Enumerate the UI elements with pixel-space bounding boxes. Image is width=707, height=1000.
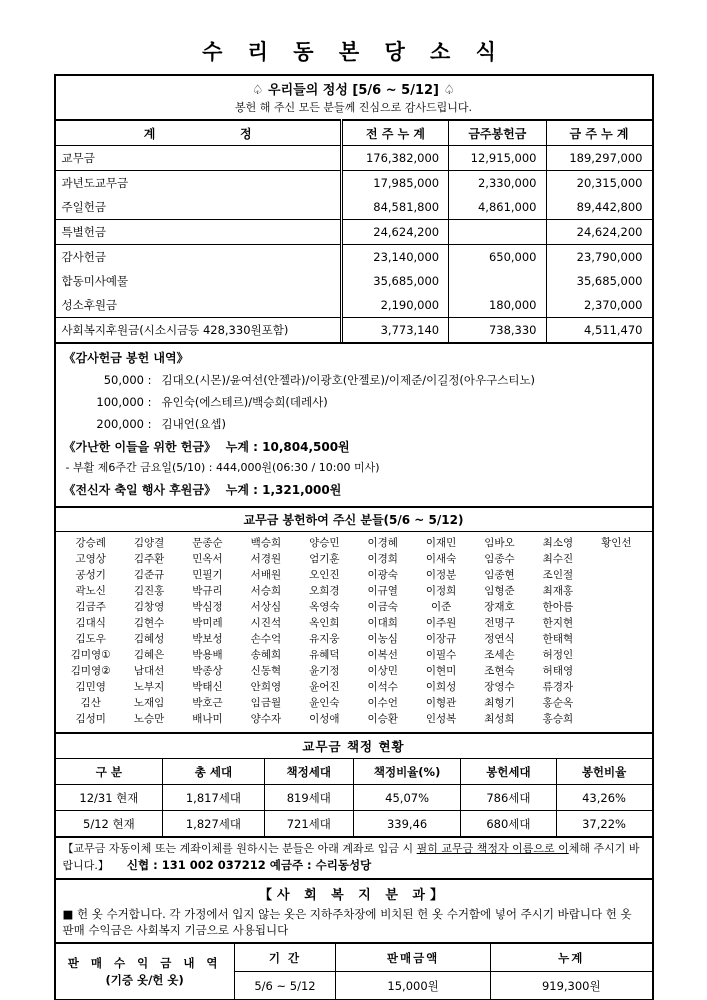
assessment-header-cell: 봉헌비율: [556, 759, 651, 785]
offering-label: 합동미사예물: [61, 274, 129, 288]
donor-name: 옥인희: [309, 617, 340, 629]
donor-name: 김미영②: [70, 665, 111, 677]
poor-fund-detail: - 부활 제6주간 금요일(5/10) : 444,000원(06:30 / 10:00 미사): [65, 461, 380, 474]
donor-grid: [56, 532, 652, 732]
week-total-value: 2,370,000: [546, 293, 652, 318]
prev-total-value: 3,773,140: [341, 318, 448, 343]
donor-name: 시진석: [250, 617, 282, 629]
donor-name: 김혜성: [133, 633, 165, 645]
donor-name: 윤어진: [309, 681, 340, 693]
offering-row: [56, 245, 652, 270]
donor-name: 임종현: [484, 569, 515, 581]
donor-name: [587, 648, 645, 663]
donor-name: 박미레: [192, 617, 223, 629]
week-total-value: 4,511,470: [546, 318, 652, 343]
donor-name: 이장규: [425, 633, 457, 645]
offering-row: [56, 318, 652, 343]
week-offering-value: 738,330: [449, 318, 546, 343]
donor-name: 김양결: [133, 537, 165, 549]
account-header-right: 정: [239, 126, 252, 141]
donor-name: 임바오: [484, 537, 515, 549]
transfer-text-underlined: 필히 교무금 책정자 이름으로 이: [416, 842, 569, 855]
donor-name: 김창영: [133, 601, 165, 613]
donor-name: 이규열: [367, 585, 398, 597]
offering-row: [56, 171, 652, 196]
week-offering-value: [449, 220, 546, 245]
donor-name: 이준: [430, 601, 452, 613]
assessment-row: [56, 811, 652, 837]
donor-name: [587, 664, 645, 679]
donor-name: 강승례: [75, 537, 106, 549]
assessment-cell: 1,827세대: [163, 811, 264, 837]
sales-row-label: [56, 943, 235, 999]
donor-name: [587, 552, 645, 567]
prev-total-value: 24,624,200: [341, 220, 448, 245]
assessment-header-cell: 구 분: [56, 759, 163, 785]
donor-name: 최소영: [542, 537, 574, 549]
assessment-table: [56, 759, 652, 836]
donor-name: 민필기: [192, 569, 223, 581]
donor-name: 윤기정: [309, 665, 340, 677]
assessment-cell: 721세대: [264, 811, 353, 837]
offering-row: [56, 269, 652, 293]
donor-name: 안희영: [250, 681, 282, 693]
week-offering-value: 4,861,000: [449, 195, 546, 220]
donor-name: 노승만: [133, 713, 165, 725]
donor-name: 이복선: [367, 649, 398, 661]
sales-header-row: [56, 943, 652, 972]
donor-name: 조인절: [542, 569, 574, 581]
event-fund-total: 누계 : 1,321,000원: [225, 483, 342, 497]
transfer-text: 【교무금 자동이체 또는 계좌이체를 원하시는 분들은 아래 계좌로 입금 시: [62, 842, 417, 855]
donor-name: 윤인숙: [309, 697, 340, 709]
assessment-header-cell: 총 세대: [163, 759, 264, 785]
prev-total-header: 전 주 누 계: [341, 120, 448, 146]
donor-name: 송혜희: [250, 649, 282, 661]
donor-name: 최재홍: [542, 585, 574, 597]
week-total-header: 금 주 누 계: [546, 120, 652, 146]
week-offering-value: 180,000: [449, 293, 546, 318]
sales-amount-header: 판매금액: [336, 943, 491, 972]
sales-total-value: 919,300원: [491, 972, 652, 1000]
donor-name: 고영상: [75, 553, 106, 565]
sales-table: [56, 942, 652, 999]
assessment-header-cell: 책정비율(%): [353, 759, 460, 785]
donor-name: 김도우: [75, 633, 106, 645]
donor-name: 김금주: [75, 601, 106, 613]
assessment-row: [56, 785, 652, 811]
assessment-cell: 819세대: [264, 785, 353, 811]
donor-name: 최성희: [484, 713, 515, 725]
thanksgiving-item: [64, 372, 644, 388]
assessment-cell: 1,817세대: [163, 785, 264, 811]
assessment-cell: 680세대: [461, 811, 556, 837]
donor-name: 오희경: [309, 585, 340, 597]
donor-name: 이경혜: [367, 537, 398, 549]
donor-name: 신동혁: [250, 665, 282, 677]
bulletin-document: [54, 74, 654, 1000]
donor-name: 이금숙: [367, 601, 398, 613]
donor-name: 김민영: [75, 681, 106, 693]
donor-name: 김진홍: [133, 585, 165, 597]
donor-name: 최수진: [542, 553, 574, 565]
donor-name: 김혜은: [133, 649, 165, 661]
donor-name: [587, 600, 645, 615]
donor-name: 이재민: [425, 537, 457, 549]
week-total-value: 20,315,000: [546, 171, 652, 196]
thanksgiving-item: [64, 416, 644, 432]
donor-name: 임금월: [250, 697, 282, 709]
week-total-value: 35,685,000: [546, 269, 652, 293]
donor-name: 이광숙: [367, 569, 398, 581]
donor-name: 장재호: [484, 601, 515, 613]
donor-name: 이경희: [367, 553, 398, 565]
donor-name: 류경자: [542, 681, 574, 693]
donor-name: 박보성: [192, 633, 223, 645]
page-title: 수 리 동 본 당 소 식: [202, 40, 505, 64]
donor-name: 민옥서: [192, 553, 223, 565]
amount-label: 200,000 :: [96, 417, 152, 431]
event-fund-line: [64, 481, 644, 498]
prev-total-value: 84,581,800: [341, 195, 448, 220]
assessment-cell: 339,46: [353, 811, 460, 837]
assessment-heading: 교무금 책정 현황: [56, 734, 652, 759]
prev-total-value: 35,685,000: [341, 269, 448, 293]
donor-name: [587, 680, 645, 695]
devotion-subheading: 봉헌 해 주신 모든 분들께 진심으로 감사드립니다.: [235, 101, 472, 114]
clothes-collection-notice: [63, 906, 645, 938]
donor-name: 양승민: [309, 537, 340, 549]
thanksgiving-section: [56, 342, 652, 506]
assessment-cell: 45,07%: [353, 785, 460, 811]
transfer-notice: [56, 836, 652, 878]
poor-fund-heading: 《가난한 이들을 위한 헌금》: [63, 440, 216, 454]
offering-label: 교무금: [56, 146, 342, 171]
prev-total-value: 176,382,000: [341, 146, 448, 171]
donor-name: 서배원: [250, 569, 282, 581]
donor-name: 김준규: [133, 569, 165, 581]
prev-total-value: 17,985,000: [341, 171, 448, 196]
assessment-section: [56, 732, 652, 836]
donor-name: 이형관: [425, 697, 457, 709]
week-offering-value: 650,000: [449, 245, 546, 270]
donor-name: 서경원: [250, 553, 282, 565]
week-offering-value: 12,915,000: [449, 146, 546, 171]
donor-name: 옥영숙: [309, 601, 340, 613]
offering-label: 과년도교무금: [61, 176, 129, 190]
donor-name: 김성미: [75, 713, 106, 725]
donor-name: 허태영: [542, 665, 574, 677]
donor-name: 서승희: [250, 585, 282, 597]
donor-name: 이상민: [367, 665, 398, 677]
donor-name: 이수언: [367, 697, 398, 709]
assessment-cell: 43,26%: [556, 785, 651, 811]
assessment-cell: 37,22%: [556, 811, 651, 837]
event-fund-heading: 《전신자 축일 행사 후원금》: [63, 483, 216, 497]
donor-name: 손수억: [250, 633, 282, 645]
donor-name: 서상심: [250, 601, 282, 613]
donor-name: 조세손: [484, 649, 515, 661]
donor-name: 문종순: [192, 537, 223, 549]
welfare-section: [56, 878, 652, 942]
sales-label-line1: 판 매 수 익 금 내 역: [67, 955, 222, 970]
week-total-value: 189,297,000: [546, 146, 652, 171]
donors-section: [56, 506, 652, 732]
donor-name: 이농심: [367, 633, 398, 645]
amount-label: 50,000 :: [103, 373, 152, 387]
donor-name: 곽노신: [75, 585, 106, 597]
donor-name: 이정분: [425, 569, 457, 581]
assessment-cell: 786세대: [461, 785, 556, 811]
donor-name: [587, 568, 645, 583]
poor-fund-line: [64, 438, 644, 455]
donor-name: 박종상: [192, 665, 223, 677]
thanksgiving-heading: 《감사헌금 봉헌 내역》: [63, 351, 189, 365]
account-info: 신협 : 131 002 037212 예금주 : 수리동성당: [126, 858, 372, 872]
offering-row: [56, 293, 652, 318]
donor-name: 허정인: [542, 649, 574, 661]
devotion-header: [56, 76, 652, 119]
donor-name: [587, 616, 645, 631]
donor-name: 김주환: [133, 553, 165, 565]
donor-name: 김산: [80, 697, 101, 709]
donor-name: 김대식: [75, 617, 106, 629]
donor-name: 이성애: [309, 713, 340, 725]
account-column-header: [56, 120, 342, 146]
clothes-notice-text: 헌 옷 수거합니다. 각 가정에서 입지 않는 옷은 지하주차장에 비치된 헌 옷 수거함에 넣어 주시기 바랍니다 헌 옷 판매 수익금은 사회복지 기금으로 사용됩니다: [62, 907, 632, 937]
donor-name: 황인선: [601, 537, 632, 549]
assessment-cell: 5/12 현재: [83, 816, 135, 831]
week-total-value: 23,790,000: [546, 245, 652, 270]
offering-label: 주일헌금: [56, 195, 342, 220]
transfer-text: 체해 주시기 바랍니다.】: [62, 842, 640, 872]
offering-label: 사회복지후원금(시소시금등 428,330원포함): [61, 323, 289, 337]
donor-name: 노재임: [133, 697, 165, 709]
offering-label: 특별헌금: [56, 220, 342, 245]
assessment-header-cell: 책정세대: [264, 759, 353, 785]
sales-label-line2: (기증 옷/헌 옷): [105, 972, 184, 987]
period-value: 5/6 ~ 5/12: [254, 978, 316, 993]
donor-names-text: 김내언(요셉): [161, 417, 227, 431]
week-offering-value: [449, 269, 546, 293]
donor-name: 박규리: [192, 585, 223, 597]
prev-total-value: 23,140,000: [341, 245, 448, 270]
donor-name: 최형기: [484, 697, 515, 709]
donor-name: 박호근: [192, 697, 223, 709]
donor-name: 유혜덕: [309, 649, 340, 661]
square-bullet-icon: ■: [62, 907, 74, 921]
period-header: 기 간: [234, 943, 335, 972]
account-header-left: 계: [143, 126, 156, 141]
donor-name: [587, 696, 645, 711]
week-total-value: 89,442,800: [546, 195, 652, 220]
donor-names-text: 김대오(시몬)/윤여선(안젤라)/이광호(안젤로)/이제준/이길정(아우구스티노): [161, 373, 536, 387]
assessment-header-row: [56, 759, 652, 785]
donor-name: 김미영①: [70, 649, 111, 661]
donor-name: 정연식: [484, 633, 515, 645]
donor-name: 이새숙: [425, 553, 457, 565]
donor-name: 양수자: [250, 713, 282, 725]
donor-name: 오인진: [309, 569, 340, 581]
donor-name: 임형준: [484, 585, 515, 597]
donor-name: 조현숙: [484, 665, 515, 677]
donor-name: 이희성: [425, 681, 457, 693]
offering-label: 성소후원금: [56, 293, 342, 318]
donor-name: 이석수: [367, 681, 398, 693]
donor-name: 남대선: [133, 665, 165, 677]
donor-name: 박용배: [192, 649, 223, 661]
devotion-heading: ♤ 우리들의 정성 [5/6 ~ 5/12] ♤: [251, 83, 456, 98]
donor-name: 장영수: [484, 681, 515, 693]
donor-name: 홍순옥: [542, 697, 574, 709]
donor-name: 백승희: [250, 537, 282, 549]
assessment-cell: 12/31 현재: [56, 785, 163, 811]
donor-name: 엄기훈: [309, 553, 340, 565]
donor-name: 한지현: [542, 617, 574, 629]
donor-name: 공성기: [75, 569, 106, 581]
donor-name: 한태혁: [542, 633, 574, 645]
donor-name: [587, 632, 645, 647]
sales-total-header: 누계: [491, 943, 652, 972]
prev-total-value: 2,190,000: [341, 293, 448, 318]
week-offering-value: 2,330,000: [449, 171, 546, 196]
donor-name: [587, 712, 645, 727]
assessment-header-cell: 봉헌세대: [461, 759, 556, 785]
donor-name: 노부지: [133, 681, 165, 693]
donor-name: 이대희: [367, 617, 398, 629]
donor-name: 홍승희: [542, 713, 574, 725]
week-offering-header: 금주봉헌금: [449, 120, 546, 146]
donor-name: 임종수: [484, 553, 515, 565]
donors-heading: 교무금 봉헌하여 주신 분들(5/6 ~ 5/12): [56, 508, 652, 532]
poor-fund-total: 누계 : 10,804,500원: [225, 440, 350, 454]
donor-name: 한아름: [542, 601, 574, 613]
donor-name: 이정희: [425, 585, 457, 597]
week-total-value: 24,624,200: [546, 220, 652, 245]
donor-name: 배나미: [192, 713, 223, 725]
donor-name: 박태신: [192, 681, 223, 693]
offering-row: [56, 195, 652, 220]
offering-row: [56, 220, 652, 245]
sales-amount-value: 15,000원: [336, 972, 491, 1000]
donor-name: 이현미: [425, 665, 457, 677]
donor-names-text: 유인숙(에스테르)/백승희(데레사): [161, 395, 328, 409]
offering-table: [56, 119, 652, 342]
donor-name: 인성복: [425, 713, 457, 725]
welfare-heading: 【사 회 복 지 분 과】: [259, 888, 448, 903]
donor-name: 유지웅: [309, 633, 340, 645]
donor-name: 이필수: [425, 649, 457, 661]
donor-name: 전명구: [484, 617, 515, 629]
donor-name: 박심정: [192, 601, 223, 613]
offering-row: [56, 146, 652, 171]
donor-name: 김현수: [133, 617, 165, 629]
donor-name: 이주원: [425, 617, 457, 629]
donor-name: 이승환: [367, 713, 398, 725]
thanksgiving-item: [64, 394, 644, 410]
offering-header-row: [56, 120, 652, 146]
amount-label: 100,000 :: [96, 395, 152, 409]
offering-label: 감사헌금: [61, 250, 106, 264]
donor-name: [587, 584, 645, 599]
